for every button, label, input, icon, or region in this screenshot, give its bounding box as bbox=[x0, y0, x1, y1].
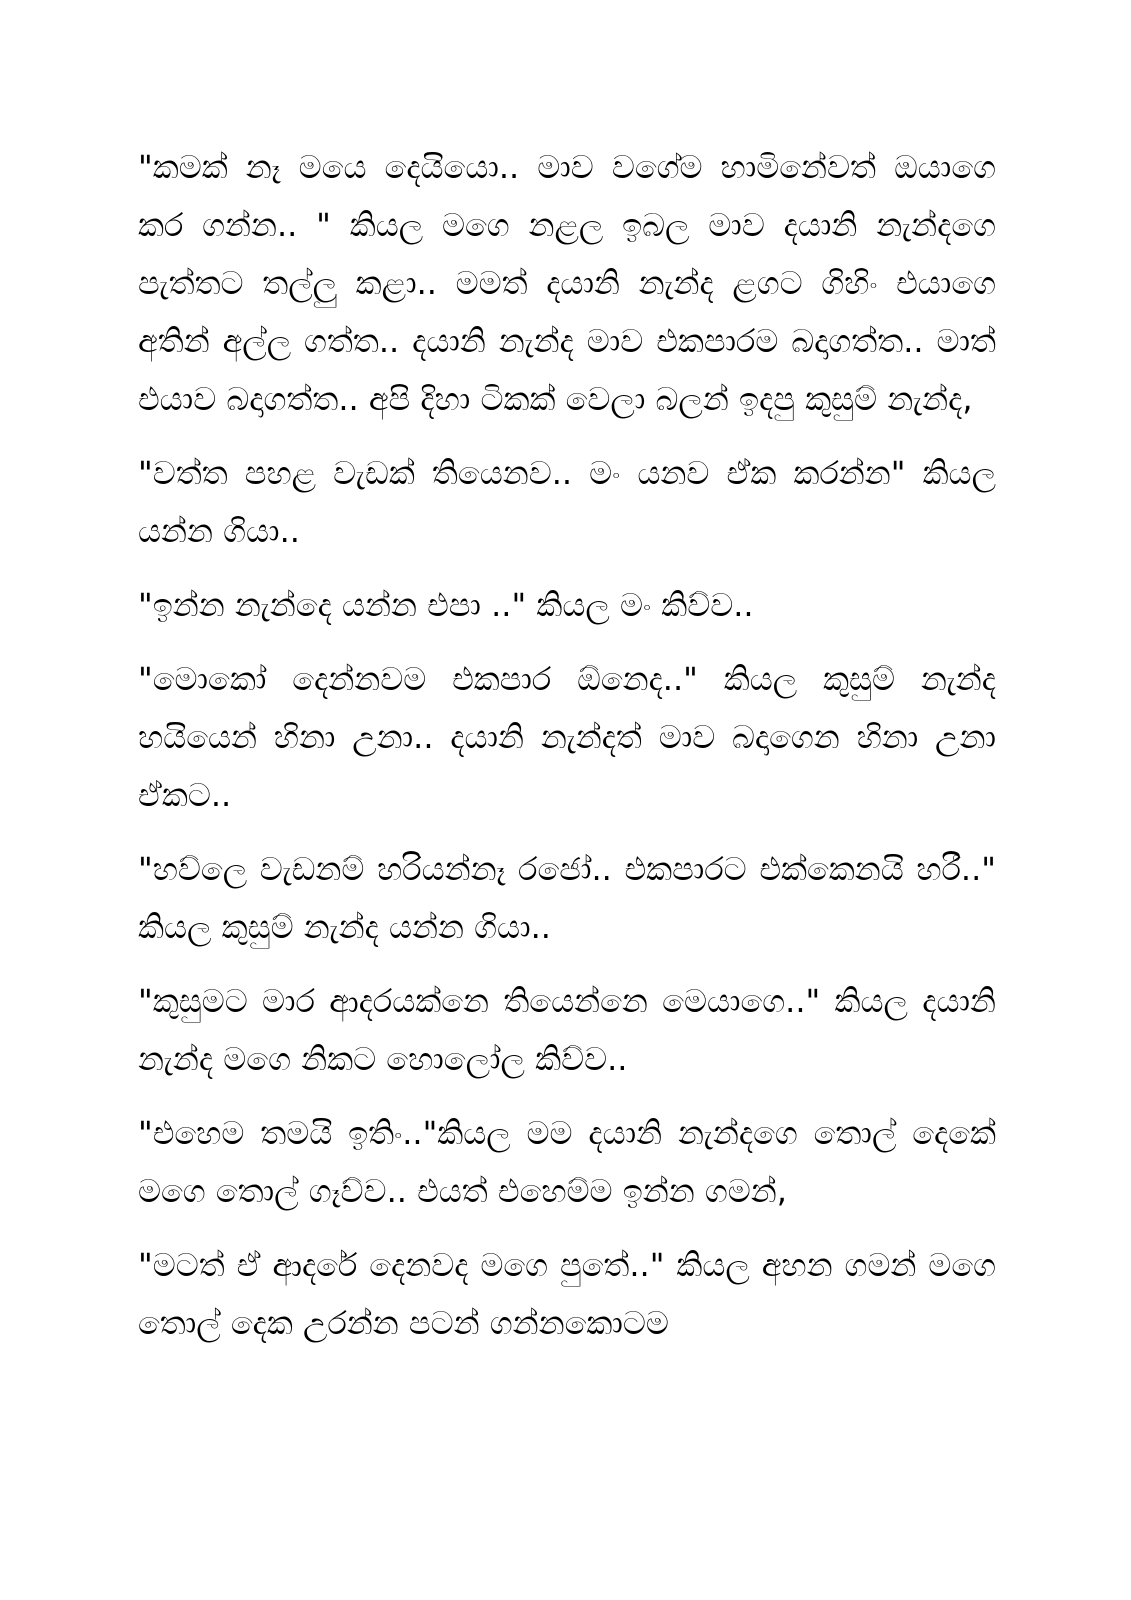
paragraph-1: "කමක් නෑ මයෙ දෙයියො.. මාව වගේම හාමිනේවත් ඔයාගෙ කර ගන්න.. " කියල මගෙ නළල ඉබල මාව දයානි නැන්දගෙ පැත්තට තල්ලු කළා.. මමත් දයානි නැන්ද ළගට ගිහිං එයාගෙ අතින් අල්ල ගත්ත.. දයානි නැන්ද මාව එකපාරම බදාගත්ත.. මාත් එයාව බදාගත්ත.. අපි දිහා ටිකක් වෙලා බලන් ඉදපු කුසුම් නැන්ද, bbox=[138, 148, 996, 418]
paragraph-8: "මටත් ඒ ආදරේ දෙනවද මගෙ පුතේ.." කියල අහන ගමන් මගෙ තොල් දෙක උරන්න පටන් ගන්නකොටම bbox=[138, 1246, 996, 1342]
paragraph-5: "හව්ලෙ වැඩනම් හරියන්නෑ රජෝ.. එකපාරට එක්කෙනයි හරී.." කියල කුසුම් නැන්ද යන්න ගියා.. bbox=[138, 850, 996, 946]
paragraph-2: "වත්ත පහළ වැඩක් තියෙනව.. මං යනව ඒක කරන්න" කියල යන්න ගියා.. bbox=[138, 454, 996, 550]
story-text bbox=[138, 138, 996, 1368]
paragraph-6: "කුසුමට මාර ආදරයක්නෙ තියෙන්නෙ මෙයාගෙ.." කියල දයානි නැන්ද මගෙ නිකට හොලෝල කිව්ව.. bbox=[138, 982, 996, 1078]
paragraph-3: "ඉන්න නැන්දෙ යන්න එපා .." කියල මං කිව්ව.. bbox=[138, 586, 754, 624]
paragraph-4: "මොකෝ දෙන්නවම එකපාර ඕනෙද.." කියල කුසුම් නැන්ද හයියෙන් හිනා උනා.. දයානි නැන්දත් මාව බදාගෙන හිනා උනා ඒකට.. bbox=[138, 660, 996, 814]
paragraph-7: "එහෙම තමයි ඉතිං.."කියල මම දයානි නැන්දගෙ තොල් දෙකේ මගෙ තොල් ගෑව්ව.. එයත් එහෙම්ම ඉන්න ගමන්, bbox=[138, 1114, 996, 1210]
